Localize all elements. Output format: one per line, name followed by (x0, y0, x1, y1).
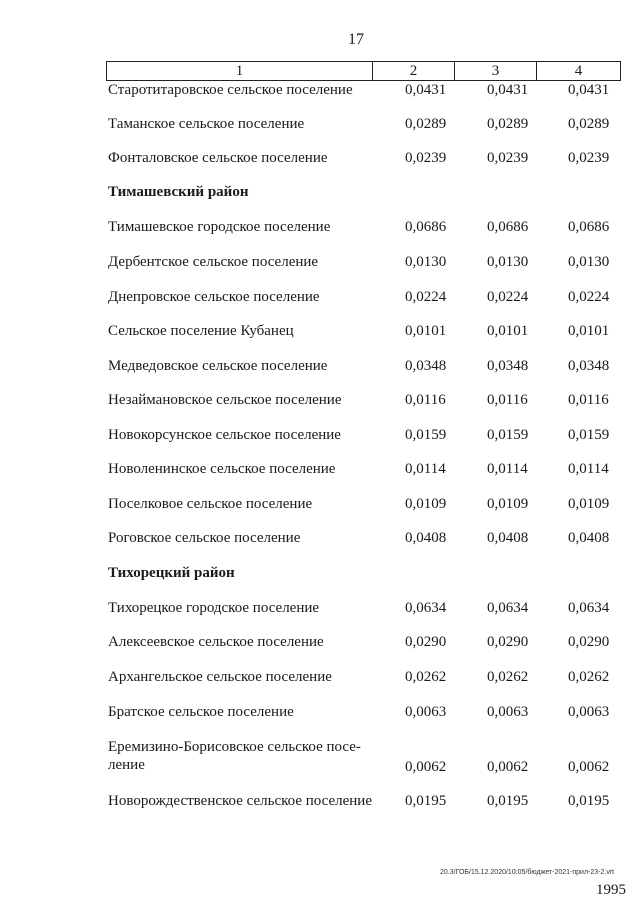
value-col-2: 0,0224 (405, 289, 447, 305)
value-col-2: 0,0130 (405, 254, 447, 270)
settlement-name-line-1: Еремизино-Борисовское сельское посе- (108, 739, 361, 755)
value-col-2: 0,0239 (405, 150, 447, 166)
value-col-4: 0,0686 (568, 219, 610, 235)
settlement-name: Братское сельское поселение (108, 704, 294, 720)
district-name: Тимашевский район (108, 184, 249, 200)
value-col-3: 0,0348 (487, 358, 529, 374)
settlement-name: Сельское поселение Кубанец (108, 323, 294, 339)
settlement-name: Архангельское сельское поселение (108, 669, 332, 685)
value-col-2: 0,0063 (405, 704, 447, 720)
settlement-name: Незаймановское сельское поселение (108, 392, 342, 408)
value-col-2: 0,0195 (405, 793, 447, 809)
value-col-4: 0,0130 (568, 254, 610, 270)
value-col-3: 0,0686 (487, 219, 529, 235)
value-col-2: 0,0109 (405, 496, 447, 512)
value-col-3: 0,0063 (487, 704, 529, 720)
value-col-4: 0,0063 (568, 704, 610, 720)
column-header-2: 2 (373, 62, 455, 81)
value-col-4: 0,0224 (568, 289, 610, 305)
value-col-4: 0,0290 (568, 634, 610, 650)
settlement-name: Тихорецкое городское поселение (108, 600, 320, 616)
value-col-3: 0,0101 (487, 323, 529, 339)
value-col-3: 0,0239 (487, 150, 529, 166)
column-header-3: 3 (455, 62, 537, 81)
value-col-4: 0,0348 (568, 358, 610, 374)
settlement-name: Тимашевское городское поселение (108, 219, 331, 235)
settlement-name (108, 738, 378, 774)
value-col-3: 0,0290 (487, 634, 529, 650)
value-col-3: 0,0130 (487, 254, 529, 270)
value-col-3: 0,0109 (487, 496, 529, 512)
column-header-4: 4 (537, 62, 621, 81)
value-col-2: 0,0262 (405, 669, 447, 685)
settlement-name: Дербентское сельское поселение (108, 254, 319, 270)
value-col-4: 0,0062 (568, 759, 610, 775)
document-reference: 20.3/ГОБ/15.12.2020/10:05/бюджет-2021-прил-23-2.vrt (440, 869, 615, 876)
value-col-4: 0,0114 (568, 461, 609, 477)
value-col-3: 0,0289 (487, 116, 529, 132)
settlement-name: Новокорсунское сельское поселение (108, 427, 341, 443)
value-col-2: 0,0431 (405, 82, 447, 98)
settlement-name: Роговское сельское поселение (108, 530, 301, 546)
value-col-4: 0,0109 (568, 496, 610, 512)
value-col-4: 0,0116 (568, 392, 609, 408)
value-col-3: 0,0431 (487, 82, 529, 98)
value-col-3: 0,0114 (487, 461, 528, 477)
value-col-3: 0,0062 (487, 759, 529, 775)
value-col-2: 0,0114 (405, 461, 446, 477)
sheet-number: 1995 (596, 882, 626, 898)
value-col-2: 0,0686 (405, 219, 447, 235)
value-col-4: 0,0239 (568, 150, 610, 166)
settlement-name: Таманское сельское поселение (108, 116, 305, 132)
value-col-4: 0,0431 (568, 82, 610, 98)
value-col-2: 0,0101 (405, 323, 447, 339)
settlement-name-line-2: ление (108, 757, 145, 773)
settlement-name: Алексеевское сельское поселение (108, 634, 324, 650)
value-col-2: 0,0348 (405, 358, 447, 374)
settlement-name: Новоленинское сельское поселение (108, 461, 336, 477)
column-header-1: 1 (107, 62, 373, 81)
page-number: 17 (348, 31, 364, 48)
value-col-4: 0,0195 (568, 793, 610, 809)
value-col-4: 0,0262 (568, 669, 610, 685)
value-col-4: 0,0634 (568, 600, 610, 616)
value-col-2: 0,0062 (405, 759, 447, 775)
value-col-3: 0,0159 (487, 427, 529, 443)
value-col-4: 0,0289 (568, 116, 610, 132)
value-col-2: 0,0116 (405, 392, 446, 408)
value-col-4: 0,0101 (568, 323, 610, 339)
value-col-3: 0,0634 (487, 600, 529, 616)
settlement-name: Медведовское сельское поселение (108, 358, 328, 374)
value-col-2: 0,0289 (405, 116, 447, 132)
value-col-3: 0,0262 (487, 669, 529, 685)
value-col-4: 0,0159 (568, 427, 610, 443)
value-col-2: 0,0408 (405, 530, 447, 546)
value-col-3: 0,0116 (487, 392, 528, 408)
settlement-name: Днепровское сельское поселение (108, 289, 320, 305)
settlement-name: Поселковое сельское поселение (108, 496, 313, 512)
district-name: Тихорецкий район (108, 565, 235, 581)
value-col-3: 0,0195 (487, 793, 529, 809)
value-col-3: 0,0408 (487, 530, 529, 546)
settlement-name: Старотитаровское сельское поселение (108, 82, 353, 98)
settlement-name: Фонталовское сельское поселение (108, 150, 328, 166)
value-col-2: 0,0159 (405, 427, 447, 443)
value-col-3: 0,0224 (487, 289, 529, 305)
value-col-4: 0,0408 (568, 530, 610, 546)
settlement-name: Новорождественское сельское поселение (108, 793, 372, 809)
value-col-2: 0,0634 (405, 600, 447, 616)
value-col-2: 0,0290 (405, 634, 447, 650)
